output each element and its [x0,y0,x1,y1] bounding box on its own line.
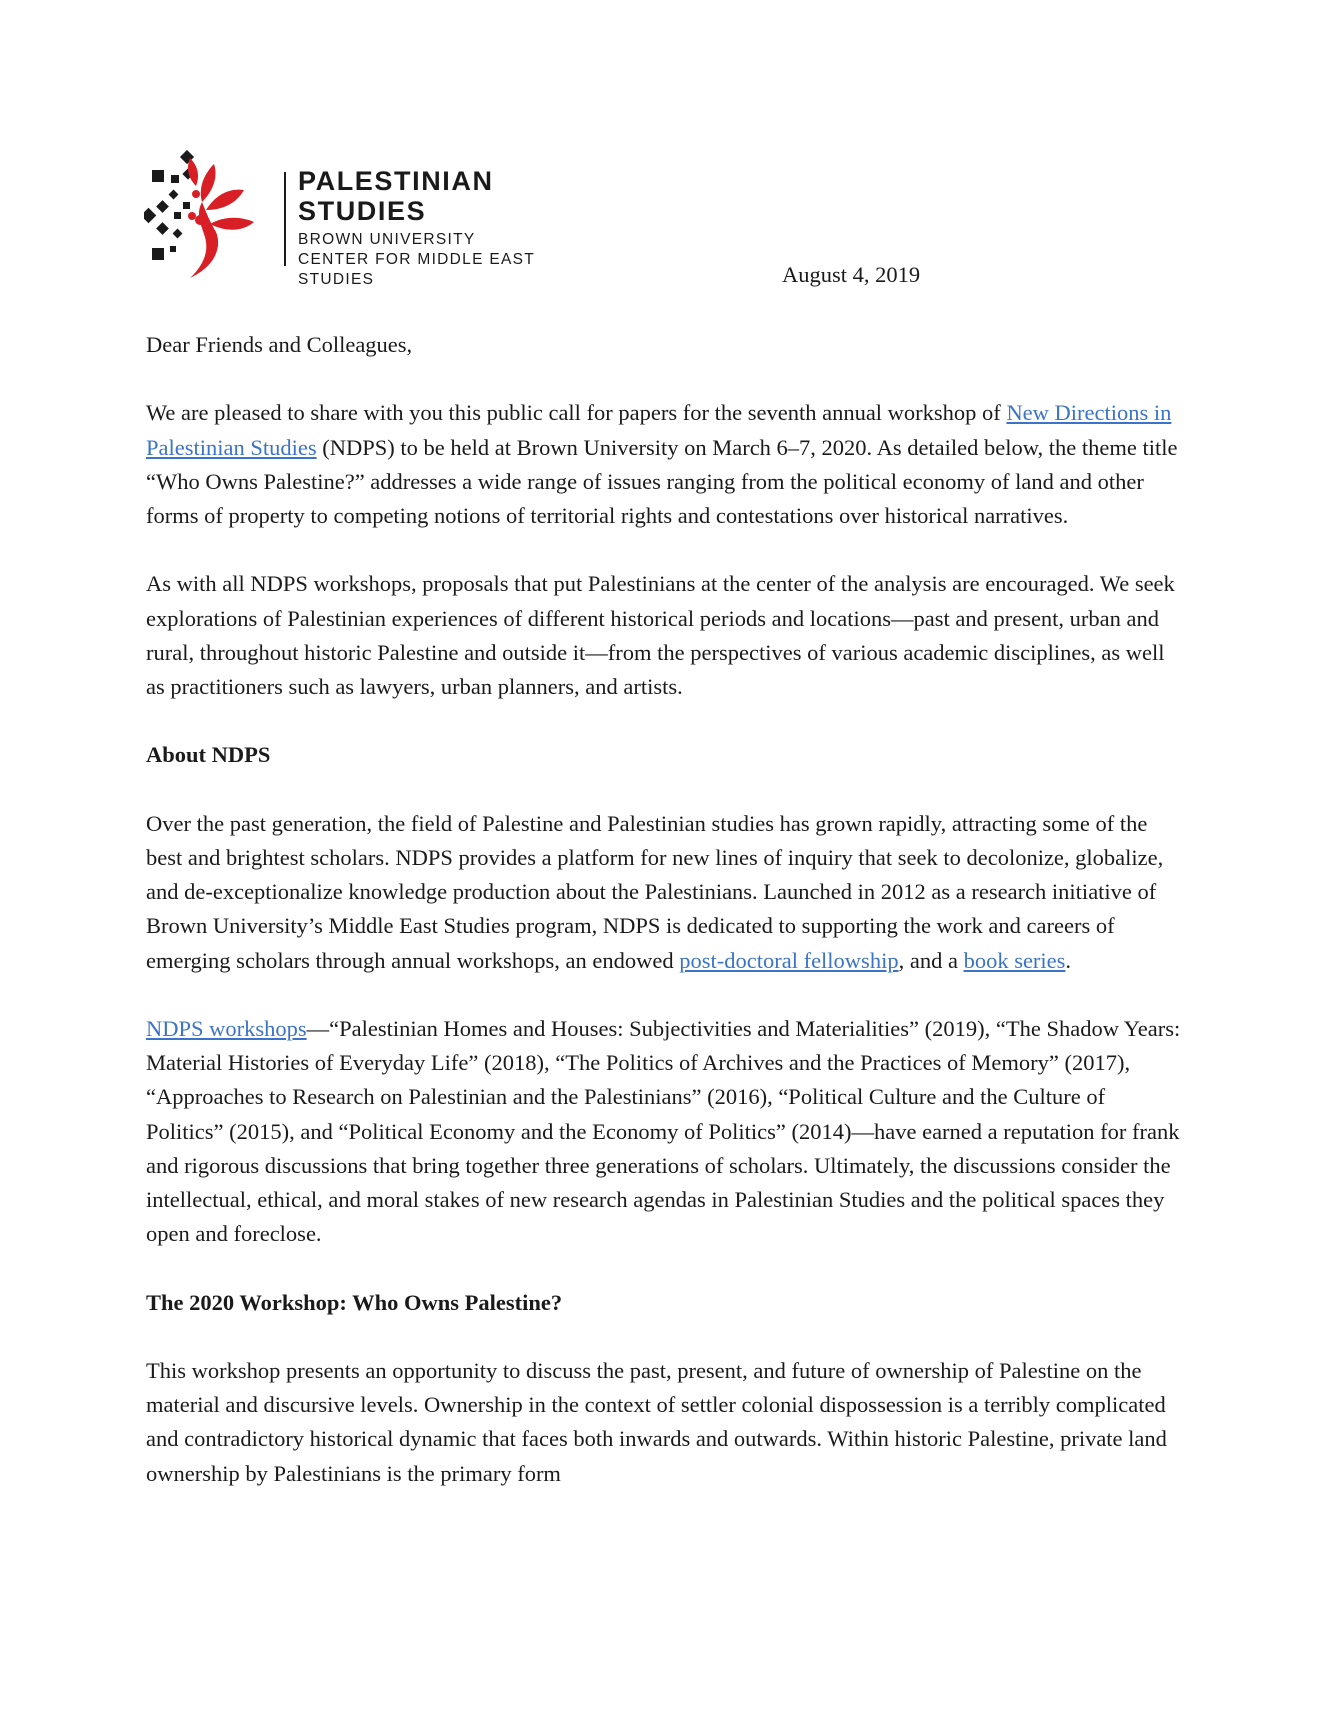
ndps-link[interactable]: New Directions in Palestinian Studies [146,400,1172,460]
workshop-2020-paragraph: This workshop presents an opportunity to discuss the past, present, and future of ownership of Palestine on the material and discursive levels. Ownership in the context of settler colonial dispossession is a terribly complicated and contradictory historical dynamic that faces both inwards and outwards. Within historic Palestine, private land ownership by Palestinians is the primary form [146,1357,1167,1486]
intro-paragraph [146,396,1186,533]
logo-divider [284,172,286,266]
fellowship-link[interactable]: post-doctoral fellowship [679,947,899,973]
olive-branch-logo-icon [144,150,254,280]
logo-title-line2: STUDIES [298,196,427,226]
about-text-3: . [1065,947,1072,973]
proposals-paragraph: As with all NDPS workshops, proposals that put Palestinians at the center of the analysis are encouraged. We seek explorations of Palestinian experiences of different historical periods and locations—past and present, urban and rural, throughout historic Palestine and outside it—from the perspectives of various academic disciplines, as well as practitioners such as lawyers, urban planners, and artists. [146,571,1175,699]
letter-date: August 4, 2019 [782,262,921,287]
ndps-workshops-link[interactable]: NDPS workshops [146,1015,307,1041]
workshops-text: —“Palestinian Homes and Houses: Subjectivities and Materialities” (2019), “The Shadow Years: Material Histories of Everyday Life” (2018), “The Politics of Archives and the Practices of Memory” (2017), “Approaches to Research on Palestinian and the Palestinians” (2016), “Political Culture and the Culture of Politics” (2015), and “Political Economy and the Economy of Politics” (2014)—have earned a reputation for frank and rigorous discussions that bring together three generations of scholars. Ultimately, the discussions consider the intellectual, ethical, and moral stakes of new research agendas in Palestinian Studies and the political spaces they open and foreclose. [146,1015,1181,1247]
workshop-2020-heading: The 2020 Workshop: Who Owns Palestine? [146,1289,563,1315]
logo-title-line1: PALESTINIAN [298,166,494,196]
about-heading: About NDPS [146,742,271,768]
about-text-1: Over the past generation, the field of Palestine and Palestinian studies has grown rapidly, attracting some of the best and brightest scholars. NDPS provides a platform for new lines of inquiry that seek to decolonize, globalize, and de-exceptionalize knowledge production about the Palestinians. Launched in 2012 as a research initiative of Brown University’s Middle East Studies program, NDPS is dedicated to supporting the work and careers of emerging scholars through annual workshops, an endowed [146,810,1164,973]
intro-text-before: We are pleased to share with you this public call for papers for the seventh annual workshop of [146,400,1007,426]
salutation: Dear Friends and Colleagues, [146,332,413,357]
letter-body [146,328,1186,1491]
logo-subtitle-line2: CENTER FOR MIDDLE EAST STUDIES [298,251,535,288]
logo-subtitle-line1: BROWN UNIVERSITY [298,231,476,248]
letterhead [144,150,614,288]
about-paragraph [146,807,1186,978]
logo-wordmark [298,166,614,290]
book-series-link[interactable]: book series [963,947,1066,973]
about-text-2: , and a [898,947,964,973]
intro-text-after: (NDPS) to be held at Brown University on March 6–7, 2020. As detailed below, the theme title “Who Owns Palestine?” addresses a wide range of issues ranging from the political economy of land and other forms of property to competing notions of territorial rights and contestations over historical narratives. [146,434,1178,528]
workshops-paragraph [146,1012,1186,1251]
